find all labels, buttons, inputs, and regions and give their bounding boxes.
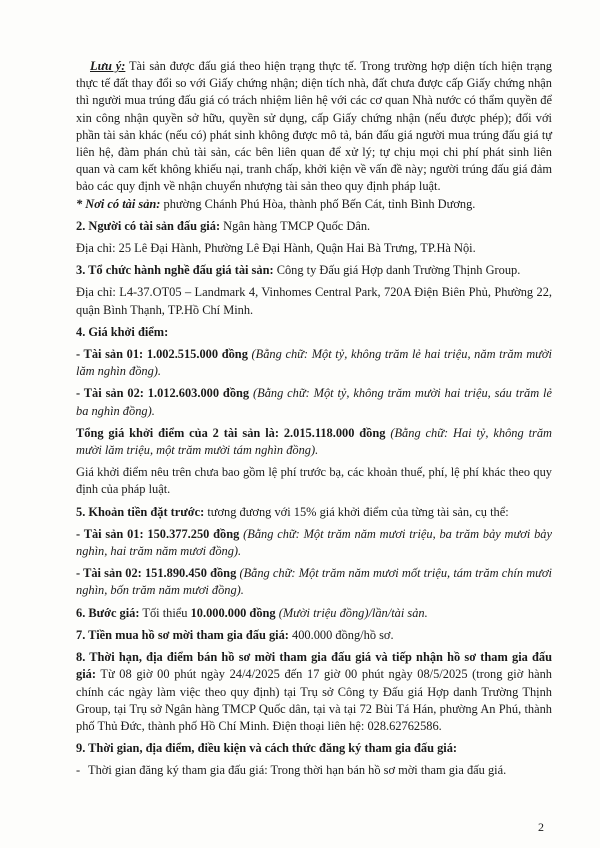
deposit-asset2 — [76, 565, 552, 599]
step-price-amount: 10.000.000 đồng — [190, 605, 276, 620]
deposit-heading: 5. Khoản tiền đặt trước: — [76, 504, 205, 519]
asset-location-label: * Nơi có tài sản: — [76, 196, 161, 211]
doc-fee-heading: 7. Tiền mua hồ sơ mời tham gia đấu giá: — [76, 627, 289, 642]
owner-name: Ngân hàng TMCP Quốc Dân. — [220, 218, 371, 233]
registration-item-dash: - — [76, 763, 81, 778]
starting-price-asset1 — [76, 346, 552, 380]
note-text: Tài sản được đấu giá theo hiện trạng thực tế. Trong trường hợp diện tích hiện trạng thực tế đất thay đổi so với Giấy chứng nhận; diện tích nhà, đất chưa được cấp Giấy chứng nhận thì người mua trúng đấu giá có trách nhiệm liên hệ với các cơ quan Nhà nước có thẩm quyền để xin công nhận quyền sở hữu, quyền sử dụng, cấp Giấy chứng nhận (nếu được phép); đối với phần tài sản khác (nếu có) phát sinh không được mô tả, bán đấu giá người mua trúng đấu giá tự liên hệ, đàm phán chủ tài sản, các bên liên quan để xử lý; tự chịu mọi chi phí phát sinh liên quan và cam kết không khiếu nại, tranh chấp, khởi kiện về vấn đề này; người trúng đấu giá đảm bảo các quy định về nhận chuyển nhượng tài sản theo quy định pháp luật. — [76, 59, 553, 194]
step-price — [76, 605, 552, 622]
deposit-asset2-amount: - Tài sản 02: 151.890.450 đồng — [76, 566, 237, 581]
page-number: 2 — [538, 820, 544, 834]
starting-price-total-words: (Bằng chữ: Hai tỷ, không trăm mười lăm triệu, một trăm mười tám nghìn đồng). — [76, 425, 552, 458]
deposit-asset2-words: (Bằng chữ: Một trăm năm mươi mốt triệu, tám trăm chín mươi nghìn, bốn trăm năm mươi đồng). — [76, 566, 552, 598]
starting-price-asset1-words: (Bằng chữ: Một tỷ, không trăm lẻ hai triệu, năm trăm mười lăm nghìn đồng). — [76, 347, 552, 379]
starting-price-asset2 — [76, 385, 552, 419]
registration-heading: 9. Thời gian, địa điểm, điều kiện và cách thức đăng ký tham gia đấu giá: — [76, 741, 458, 756]
note-paragraph — [76, 58, 552, 196]
deposit-asset1 — [76, 526, 552, 560]
deposit-asset1-words: (Bằng chữ: Một trăm năm mươi triệu, ba trăm bảy mươi bảy nghìn, hai trăm năm mươi đồng). — [76, 526, 552, 559]
starting-price-heading: 4. Giá khởi điểm: — [76, 324, 169, 339]
org-address: Địa chỉ: L4-37.OT05 – Landmark 4, Vinhomes Central Park, 720A Điện Biên Phủ, Phường 22, quận Bình Thạnh, TP.Hồ Chí Minh. — [76, 285, 552, 317]
registration-item-text: Thời gian đăng ký tham gia đấu giá: Trong thời hạn bán hồ sơ mời tham gia đấu giá. — [88, 763, 507, 778]
org-name: Công ty Đấu giá Hợp danh Trường Thịnh Group. — [273, 263, 521, 278]
starting-price-asset2-amount: - Tài sản 02: 1.012.603.000 đồng — [76, 386, 250, 401]
step-price-words: (Mười triệu đồng)/lần/tài sản. — [275, 605, 428, 620]
registration-item — [76, 762, 552, 779]
org-section — [76, 262, 552, 279]
deposit-section — [76, 504, 552, 521]
owner-heading: 2. Người có tài sản đấu giá: — [76, 218, 221, 233]
owner-section — [76, 218, 552, 235]
starting-price-note: Giá khởi điểm nêu trên chưa bao gồm lệ phí trước bạ, các khoản thuế, phí, lệ phí khác theo quy định của pháp luật. — [76, 465, 552, 497]
starting-price-total — [76, 425, 552, 459]
deposit-text: tương đương với 15% giá khởi điểm của từng tài sản, cụ thể: — [204, 504, 509, 519]
asset-location-text: phường Chánh Phú Hòa, thành phố Bến Cát, tỉnh Bình Dương. — [160, 196, 476, 211]
asset-location — [76, 196, 552, 213]
sale-text: Từ 08 giờ 00 phút ngày 24/4/2025 đến 17 giờ 00 phút ngày 08/5/2025 (trong giờ hành chính các ngày làm việc theo quy định) tại Trụ sở Công ty Đấu giá Hợp danh Trường Thịnh Group, tại Trụ sở Ngân hàng TMCP Quốc dân, tại và tại 72 Bùi Tá Hán, phường An Phú, thành phố Thủ Đức, thành phố Hồ Chí Minh. Điện thoại liên hệ: 028.62762586. — [76, 667, 552, 733]
deposit-asset1-amount: - Tài sản 01: 150.377.250 đồng — [76, 526, 240, 541]
doc-fee-text: 400.000 đồng/hồ sơ. — [288, 627, 394, 642]
note-label: Lưu ý: — [90, 59, 126, 73]
starting-price-asset2-words: (Bằng chữ: Một tỷ, không trăm mười hai triệu, sáu trăm lẻ ba nghìn đồng). — [76, 386, 552, 418]
owner-address: Địa chỉ: 25 Lê Đại Hành, Phường Lê Đại Hành, Quận Hai Bà Trưng, TP.Hà Nội. — [76, 241, 476, 256]
starting-price-total-amount: Tổng giá khởi điểm của 2 tài sản là: 2.015.118.000 đồng — [76, 425, 386, 440]
org-heading: 3. Tổ chức hành nghề đấu giá tài sản: — [76, 263, 274, 278]
step-price-heading: 6. Bước giá: — [76, 605, 140, 620]
doc-fee — [76, 627, 552, 644]
starting-price-asset1-amount: - Tài sản 01: 1.002.515.000 đồng — [76, 347, 248, 362]
sale-section — [76, 649, 552, 735]
document-page — [76, 58, 552, 780]
sale-heading: 8. Thời hạn, địa điểm bán hồ sơ mời tham gia đấu giá và tiếp nhận hồ sơ tham gia đấu giá: — [76, 650, 552, 682]
step-price-text: Tối thiểu — [139, 605, 191, 620]
